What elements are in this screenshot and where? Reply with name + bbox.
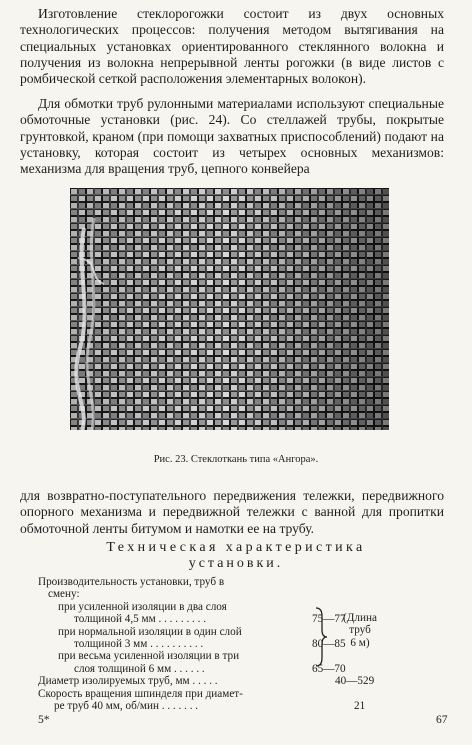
spec-title: Техническая характеристика (106, 540, 366, 555)
spec-row: толщиной 3 мм . . . . . . . . . . 80—85 (74, 637, 346, 650)
paragraph-2: Для обмотки труб рулонными материалами используют специальные обмоточные установки (рис. 24). Со стеллажей трубы, покрытые грунтовкой, краном (при помощи захватных приспособлений) подают на установку, которая состоит из четырех основных механизмов: механизма для вращения труб, цепного конвейера (20, 96, 444, 177)
signature-mark: 5* (38, 714, 50, 726)
spec-row: Скорость вращения шпинделя при диамет- (38, 687, 243, 700)
spec-row: смену: (48, 588, 80, 601)
spec-row: ре труб 40 мм, об/мин . . . . . . . 21 (54, 699, 366, 712)
spec-row: при нормальной изоляции в один слой (58, 625, 242, 638)
pipe-length-note: (Длина труб 6 м) (343, 612, 377, 649)
spec-row: слоя толщиной 6 мм . . . . . . 65—70 (74, 662, 346, 675)
paragraph-3: для возвратно-поступательного передвижения тележки, передвижного опорного механизма и передвижной тележки с ванной для пропитки обмоточной ленты битумом и намотки ее на трубу. (20, 488, 444, 536)
spec-subtitle: установки. (188, 556, 284, 571)
curly-brace-icon (314, 606, 328, 668)
fiberglass-fabric-photo (70, 188, 389, 430)
spec-row: при усиленной изоляции в два слоя (58, 600, 227, 613)
spec-row: при весьма усиленной изоляции в три (58, 650, 240, 663)
paragraph-1: Изготовление стеклорогожки состоит из двух основных технологических процессов: получения методом вытягивания на специальных установках ориентированного стеклянного волокна и получения из волокна непрерывной ленты рогожки (в виде листов с ромбической сеткой расположения элементарных волокон). (20, 6, 444, 87)
spec-row: Производительность установки, труб в (38, 576, 225, 588)
page-number: 67 (436, 714, 448, 726)
spec-row: Диаметр изолируемых труб, мм . . . . . 40—529 (38, 675, 375, 688)
spec-row: толщиной 4,5 мм . . . . . . . . . 75—77 (74, 613, 346, 626)
figure-caption: Рис. 23. Стеклоткань типа «Ангора». (153, 454, 319, 465)
